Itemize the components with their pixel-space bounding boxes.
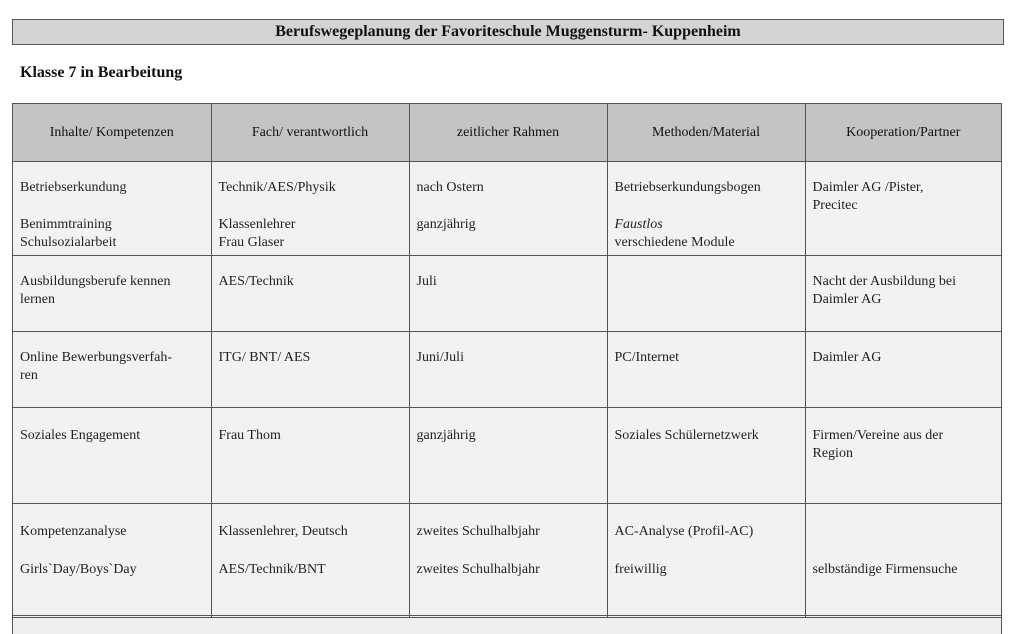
cell-text: Daimler AG bbox=[812, 292, 882, 307]
cell-text: zweites Schulhalbjahr bbox=[416, 524, 540, 539]
cell-text: AC-Analyse (Profil-AC) bbox=[614, 524, 754, 539]
cell-methoden bbox=[607, 408, 805, 504]
cell-text: Juni/Juli bbox=[416, 350, 464, 365]
cell-methoden bbox=[607, 504, 805, 618]
cell-rahmen bbox=[409, 408, 607, 504]
cell-methoden bbox=[607, 332, 805, 408]
cell-text: Betriebserkundungsbogen bbox=[614, 180, 761, 195]
cell-text: Soziales Engagement bbox=[20, 428, 141, 443]
cell-rahmen bbox=[409, 504, 607, 618]
cell-text: Daimler AG /Pister, bbox=[812, 180, 924, 195]
cell-text: Precitec bbox=[812, 198, 858, 213]
cell-text: verschiedene Module bbox=[614, 235, 735, 250]
cell-inhalte bbox=[13, 256, 211, 332]
cell-text: selbständige Firmensuche bbox=[812, 562, 958, 577]
cell-text: Betriebserkundung bbox=[20, 180, 127, 195]
cell-fach bbox=[211, 408, 409, 504]
cell-text: Firmen/Vereine aus der bbox=[812, 428, 944, 443]
document-title: Berufswegeplanung der Favoriteschule Muggensturm- Kuppenheim bbox=[12, 19, 1004, 45]
table-row bbox=[13, 504, 1001, 618]
cell-fach bbox=[211, 162, 409, 256]
cell-text: ITG/ BNT/ AES bbox=[218, 350, 311, 365]
cell-inhalte bbox=[13, 332, 211, 408]
cell-text: Nacht der Ausbildung bei bbox=[812, 274, 956, 289]
cell-text: PC/Internet bbox=[614, 350, 680, 365]
cell-partner bbox=[805, 408, 1001, 504]
planning-table bbox=[13, 104, 1001, 618]
cell-fach bbox=[211, 332, 409, 408]
cell-text: Technik/AES/Physik bbox=[218, 180, 336, 195]
cell-text: Klassenlehrer, Deutsch bbox=[218, 524, 348, 539]
cell-text: Juli bbox=[416, 274, 437, 289]
cell-text: lernen bbox=[20, 292, 55, 307]
table-row bbox=[13, 332, 1001, 408]
cell-text: Daimler AG bbox=[812, 350, 882, 365]
cell-text: Schulsozialarbeit bbox=[20, 235, 117, 250]
cell-partner bbox=[805, 504, 1001, 618]
cell-rahmen bbox=[409, 256, 607, 332]
header-inhalte: Inhalte/ Kompetenzen bbox=[13, 104, 211, 162]
cell-inhalte bbox=[13, 162, 211, 256]
cell-methoden bbox=[607, 256, 805, 332]
table-row bbox=[13, 162, 1001, 256]
cell-inhalte bbox=[13, 504, 211, 618]
class-subtitle: Klasse 7 in Bearbeitung bbox=[20, 64, 183, 81]
cell-text: AES/Technik/BNT bbox=[218, 562, 326, 577]
header-methoden: Methoden/Material bbox=[607, 104, 805, 162]
cell-text: Online Bewerbungsverfah- bbox=[20, 350, 173, 365]
header-fach: Fach/ verantwortlich bbox=[211, 104, 409, 162]
cell-text: Kompetenzanalyse bbox=[20, 524, 127, 539]
cell-fach bbox=[211, 256, 409, 332]
cell-spacer bbox=[813, 523, 996, 541]
cell-text: Klassenlehrer bbox=[218, 217, 296, 232]
cell-partner bbox=[805, 162, 1001, 256]
cell-text: ganzjährig bbox=[416, 428, 476, 443]
cell-rahmen bbox=[409, 332, 607, 408]
cell-text: Frau Thom bbox=[218, 428, 281, 443]
cell-partner bbox=[805, 332, 1001, 408]
cell-fach bbox=[211, 504, 409, 618]
cell-text: Frau Glaser bbox=[218, 235, 285, 250]
cell-text: ganzjährig bbox=[416, 217, 476, 232]
cell-text: ren bbox=[20, 368, 38, 383]
cell-text: Benimmtraining bbox=[20, 217, 112, 232]
table-header-row bbox=[13, 104, 1001, 162]
cell-text bbox=[615, 273, 799, 291]
cell-text: nach Ostern bbox=[416, 180, 484, 195]
cell-inhalte bbox=[13, 408, 211, 504]
cell-rahmen bbox=[409, 162, 607, 256]
header-partner: Kooperation/Partner bbox=[805, 104, 1001, 162]
cell-text: Region bbox=[812, 446, 853, 461]
table-row bbox=[13, 256, 1001, 332]
cell-partner bbox=[805, 256, 1001, 332]
cell-text: Girls`Day/Boys`Day bbox=[20, 562, 137, 577]
cell-text: Faustlos bbox=[614, 217, 663, 232]
table-bottom-border bbox=[12, 615, 1002, 616]
cell-text: freiwillig bbox=[614, 562, 667, 577]
cell-text: Soziales Schülernetzwerk bbox=[614, 428, 759, 443]
planning-table-container bbox=[12, 103, 1002, 634]
header-rahmen: zeitlicher Rahmen bbox=[409, 104, 607, 162]
cell-methoden bbox=[607, 162, 805, 256]
cell-text: AES/Technik bbox=[218, 274, 294, 289]
cell-text: zweites Schulhalbjahr bbox=[416, 562, 540, 577]
table-row bbox=[13, 408, 1001, 504]
cell-text: Ausbildungsberufe kennen bbox=[20, 274, 171, 289]
